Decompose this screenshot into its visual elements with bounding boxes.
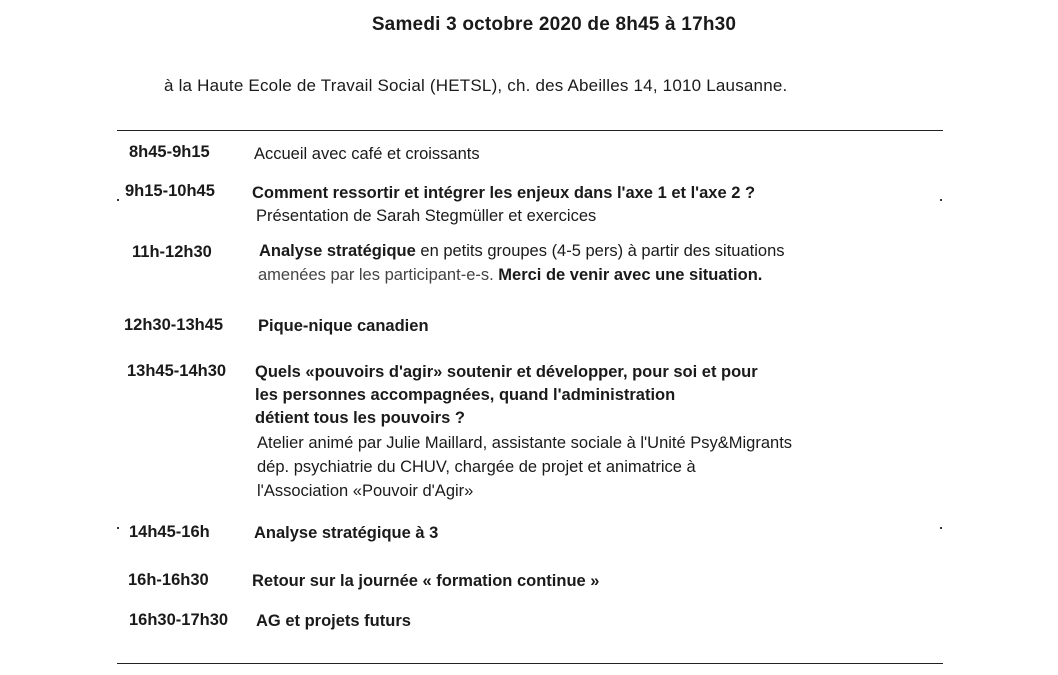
schedule-item-title-bold: Analyse stratégique [259,242,416,260]
schedule-item-detail: dép. psychiatrie du CHUV, chargée de projet et animatrice à [257,458,696,476]
schedule-time: 11h-12h30 [132,243,212,261]
schedule-time: 12h30-13h45 [124,316,224,334]
schedule-item-title: détient tous les pouvoirs ? [255,409,465,427]
schedule-item-title: Comment ressortir et intégrer les enjeux dans l'axe 1 et l'axe 2 ? [252,184,756,202]
scan-dot [940,527,942,529]
schedule-item-title: Accueil avec café et croissants [254,145,480,163]
schedule-item-detail-normal: amenées par les participant-e-s. [258,266,499,284]
schedule-time: 16h-16h30 [128,571,209,589]
schedule-time: 14h45-16h [129,523,210,541]
schedule-item-detail [258,264,762,287]
bottom-divider [117,663,943,664]
schedule-item-title: les personnes accompagnées, quand l'administration [255,386,676,404]
schedule-item-title: Quels «pouvoirs d'agir» soutenir et développer, pour soi et pour [255,363,758,381]
schedule-time: 8h45-9h15 [129,143,210,161]
schedule-time: 16h30-17h30 [129,611,229,629]
schedule-item-title: AG et projets futurs [256,612,411,630]
schedule-item-title [259,240,785,263]
schedule-item-title-rest: en petits groupes (4-5 pers) à partir des situations [415,242,785,260]
schedule-item-title: Analyse stratégique à 3 [254,524,439,542]
schedule-item-detail: Présentation de Sarah Stegmüller et exercices [256,207,597,225]
page-title: Samedi 3 octobre 2020 de 8h45 à 17h30 [371,14,737,35]
schedule-item-detail-bold: Merci de venir avec une situation. [498,266,763,284]
scan-dot [940,199,942,201]
top-divider [117,130,943,131]
schedule-item-detail: Atelier animé par Julie Maillard, assistante sociale à l'Unité Psy&Migrants [257,434,793,452]
schedule-item-title: Retour sur la journée « formation continue » [252,572,600,590]
scan-dot [117,199,119,201]
schedule-time: 13h45-14h30 [127,362,227,380]
scan-dot [117,527,119,529]
schedule-item-title: Pique-nique canadien [258,317,429,335]
schedule-item-detail: l'Association «Pouvoir d'Agir» [257,482,474,500]
location-line: à la Haute Ecole de Travail Social (HETSL), ch. des Abeilles 14, 1010 Lausanne. [164,76,788,95]
schedule-time: 9h15-10h45 [125,182,215,200]
